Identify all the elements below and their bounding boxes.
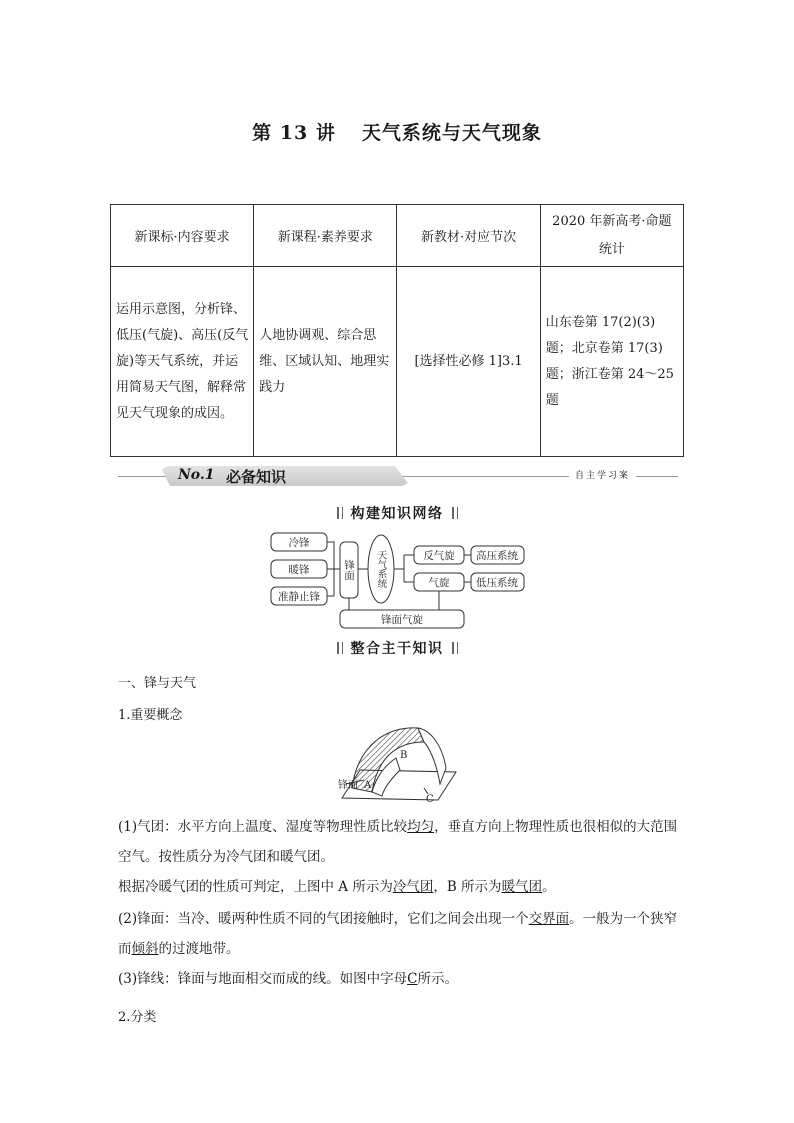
subsection-heading: 1.重要概念 xyxy=(118,708,183,723)
label-b: B xyxy=(400,750,408,761)
front-label: 锋面 xyxy=(343,559,355,581)
table-header-cell: 新课标·内容要求 xyxy=(111,205,254,267)
section-heading: 一、锋与天气 xyxy=(118,676,197,691)
literacy-requirement-cell: 人地协调观、综合思维、区域认知、地理实践力 xyxy=(254,267,397,457)
banner-title: 必备知识 xyxy=(226,468,287,486)
table-row xyxy=(111,267,684,457)
table-header-cell: 新课程·素养要求 xyxy=(254,205,397,267)
page-title: 第 13 讲 天气系统与天气现象 xyxy=(252,122,542,144)
cyclone-label: 气旋 xyxy=(428,577,450,589)
subsection-heading: 2.分类 xyxy=(118,1010,157,1025)
main-heading: 整合主干知识 xyxy=(0,638,794,658)
cold-front-label: 冷锋 xyxy=(288,537,310,549)
knowledge-network-diagram xyxy=(268,530,528,632)
stationary-front-label: 准静止锋 xyxy=(278,591,320,603)
banner-number: No.1 xyxy=(178,467,215,483)
label-c: C xyxy=(426,794,434,804)
answer-blank: 均匀 xyxy=(407,819,435,835)
answer-blank: 冷气团 xyxy=(392,879,434,895)
table-header-cell: 2020 年新高考·命题统计 xyxy=(540,205,683,267)
table-header-row xyxy=(111,205,684,267)
frontal-cyclone-label: 锋面气旋 xyxy=(381,614,423,626)
exam-statistics-cell: 山东卷第 17(2)(3)题；北京卷第 17(3)题；浙江卷第 24～25 题 xyxy=(540,267,683,457)
textbook-section-cell: [选择性必修 1]3.1 xyxy=(397,267,540,457)
high-pressure-label: 高压系统 xyxy=(476,550,518,562)
answer-blank: C xyxy=(407,971,418,987)
answer-blank: 倾斜 xyxy=(131,941,159,957)
paragraph-air-mass-judge: 根据冷暖气团的性质可判定，上图中 A 所示为冷气团，B 所示为暖气团。 xyxy=(118,879,556,895)
answer-blank: 交界面 xyxy=(528,911,570,927)
front-surface-label: 锋面 xyxy=(338,780,358,791)
label-a: A xyxy=(364,780,372,791)
section-banner xyxy=(118,466,678,488)
warm-front-label: 暖锋 xyxy=(288,564,310,576)
paragraph-front-line: (3)锋线：锋面与地面相交而成的线。如图中字母C所示。 xyxy=(118,971,458,987)
content-requirement-cell: 运用示意图，分析锋、低压(气旋)、高压(反气旋)等天气系统，并运用简易天气图，解释常见天气现象的成因。 xyxy=(111,267,254,457)
answer-blank: 暖气团 xyxy=(501,879,543,895)
anticyclone-label: 反气旋 xyxy=(423,550,455,562)
paragraph-front-surface: (2)锋面：当冷、暖两种性质不同的气团接触时，它们之间会出现一个交界面。一般为一个狭窄而倾斜的过渡地带。 xyxy=(118,911,678,957)
table-header-cell: 新教材·对应节次 xyxy=(397,205,540,267)
requirements-table xyxy=(110,204,684,457)
banner-right-label: 自主学习案 xyxy=(569,468,636,481)
network-heading: 构建知识网络 xyxy=(0,503,794,523)
weather-system-label: 天气系统 xyxy=(375,550,387,588)
front-figure xyxy=(338,722,462,804)
front-back-surface xyxy=(418,728,446,784)
paragraph-air-mass: (1)气团：水平方向上温度、湿度等物理性质比较均匀，垂直方向上物理性质也很相似的大范围空气。按性质分为冷气团和暖气团。 xyxy=(118,819,678,865)
low-pressure-label: 低压系统 xyxy=(476,577,518,589)
